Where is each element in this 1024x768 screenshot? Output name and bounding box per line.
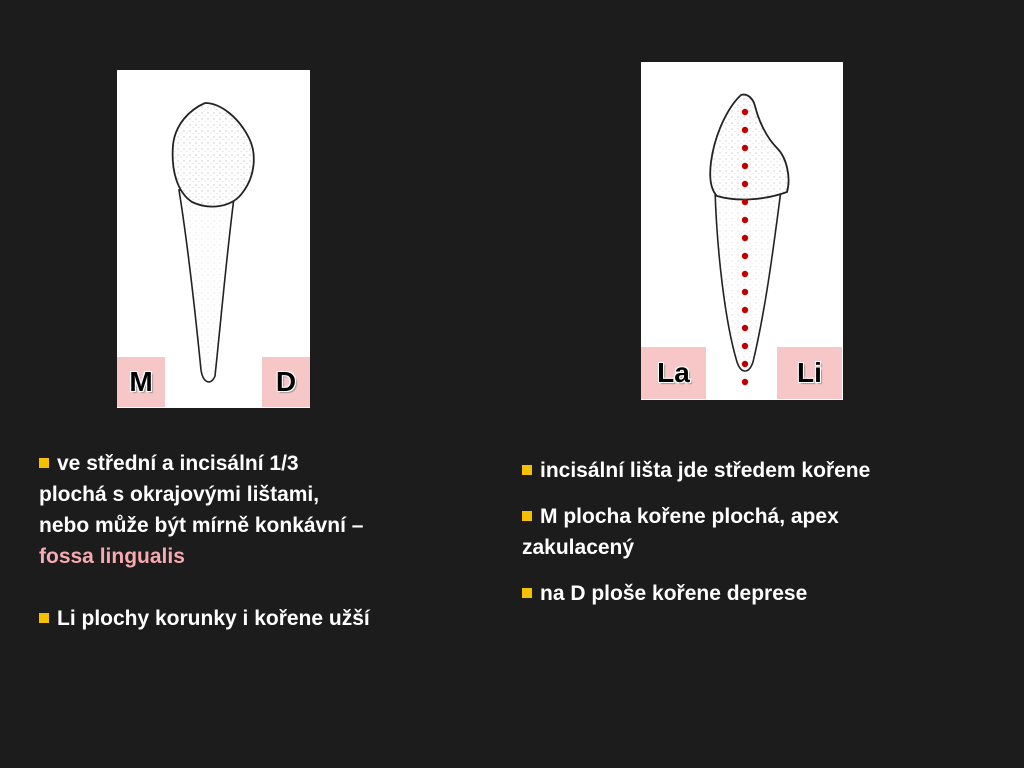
right-bullet-1-text: incisální lišta jde středem kořene [540,459,871,482]
right-bullet-2-line-1: M plocha kořene plochá, apex [540,505,839,528]
left-bullet-1 [39,448,479,572]
left-bullet-1-line-3: nebo může být mírně konkávní – [39,514,364,537]
right-text-block [522,455,1002,624]
bullet-square-icon [522,588,532,598]
left-bullet-1-highlight: fossa lingualis [39,545,185,568]
label-labial: La [641,347,706,399]
left-bullet-2 [39,603,479,634]
bullet-square-icon [522,465,532,475]
bullet-square-icon [39,613,49,623]
label-lingual: Li [777,347,842,399]
left-text-block [39,448,479,634]
right-bullet-1 [522,455,1002,486]
right-bullet-2 [522,501,1002,563]
left-bullet-1-line-2: plochá s okrajovými lištami, [39,483,320,506]
right-bullet-2-line-2: zakulacený [522,536,635,559]
right-bullet-3-text: na D ploše kořene deprese [540,582,808,605]
bullet-square-icon [522,511,532,521]
bullet-square-icon [39,458,49,468]
left-bullet-1-line-1: ve střední a incisální 1/3 [57,452,299,475]
label-mesial: M [117,357,165,407]
label-distal: D [262,357,310,407]
right-bullet-3 [522,578,1002,609]
left-bullet-2-text: Li plochy korunky i kořene užší [57,607,370,630]
